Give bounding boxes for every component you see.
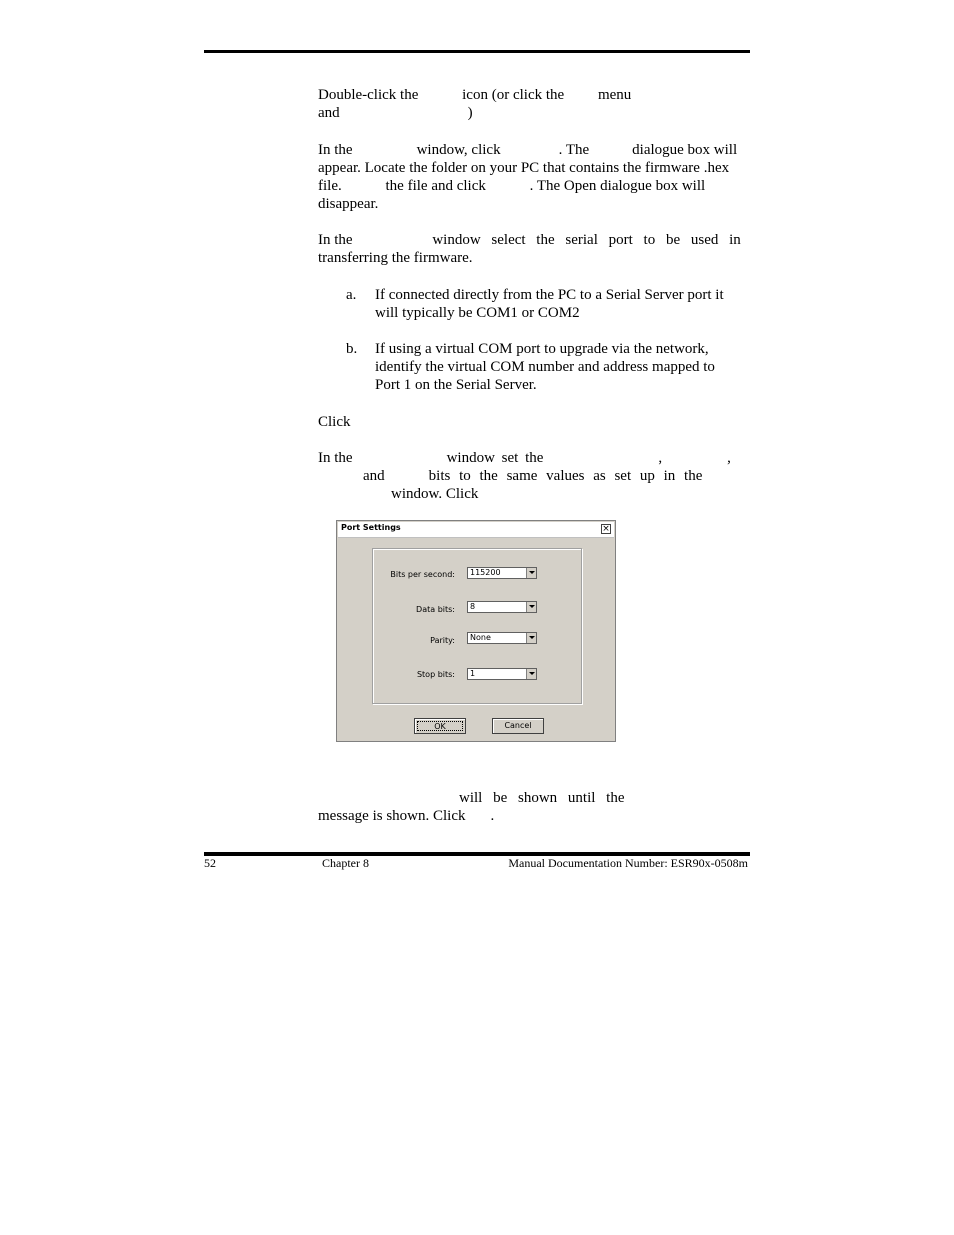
parity-select[interactable]: None xyxy=(467,632,537,644)
dialog-title: Port Settings xyxy=(341,523,401,532)
step-paragraph-2: In the window, click . The dialogue box will appear. Locate the folder on your PC that contains the firmware .hex file. the file and click . The Open dialogue box will disappear. xyxy=(318,142,738,212)
stop-bits-select[interactable]: 1 xyxy=(467,668,537,680)
step-paragraph-5: In the window set the , , and bits to the same values as set up in the window. Click xyxy=(318,450,731,502)
bits-per-second-select[interactable]: 115200 xyxy=(467,567,537,579)
doc-number: Manual Documentation Number: ESR90x-0508m xyxy=(508,856,748,870)
close-icon[interactable]: × xyxy=(602,524,610,534)
data-bits-select[interactable]: 8 xyxy=(467,601,537,613)
step-paragraph-1: Double-click the icon (or click the menu and ) xyxy=(318,87,632,121)
dialog-title-bar xyxy=(338,522,614,538)
parity-label: Parity: xyxy=(430,636,455,645)
chapter-label: Chapter 8 xyxy=(322,856,369,870)
list-item: a. If connected directly from the PC to a Serial Server port it will typically be COM1 or COM2 xyxy=(346,287,724,321)
header-rule xyxy=(204,50,750,53)
settings-group xyxy=(372,548,582,704)
stop-bits-label: Stop bits: xyxy=(416,670,455,679)
page-number: 52 xyxy=(204,856,216,870)
chevron-down-icon[interactable] xyxy=(526,602,536,612)
ok-button[interactable]: OK xyxy=(414,718,466,734)
step-paragraph-4: Click xyxy=(318,414,351,430)
port-settings-dialog xyxy=(336,520,616,742)
step-paragraph-6: will be shown until the message is shown. Click . xyxy=(318,790,625,824)
list-item: b. If using a virtual COM port to upgrade via the network, identify the virtual COM number and address mapped to Port 1 on the Serial Server. xyxy=(346,341,715,393)
cancel-button[interactable]: Cancel xyxy=(492,718,544,734)
chevron-down-icon[interactable] xyxy=(526,669,536,679)
chevron-down-icon[interactable] xyxy=(526,633,536,643)
bits-per-second-label: Bits per second: xyxy=(390,570,455,579)
step-paragraph-3: In the window select the serial port to be used in transferring the firmware. xyxy=(318,232,741,266)
chevron-down-icon[interactable] xyxy=(526,568,536,578)
data-bits-label: Data bits: xyxy=(416,605,455,614)
